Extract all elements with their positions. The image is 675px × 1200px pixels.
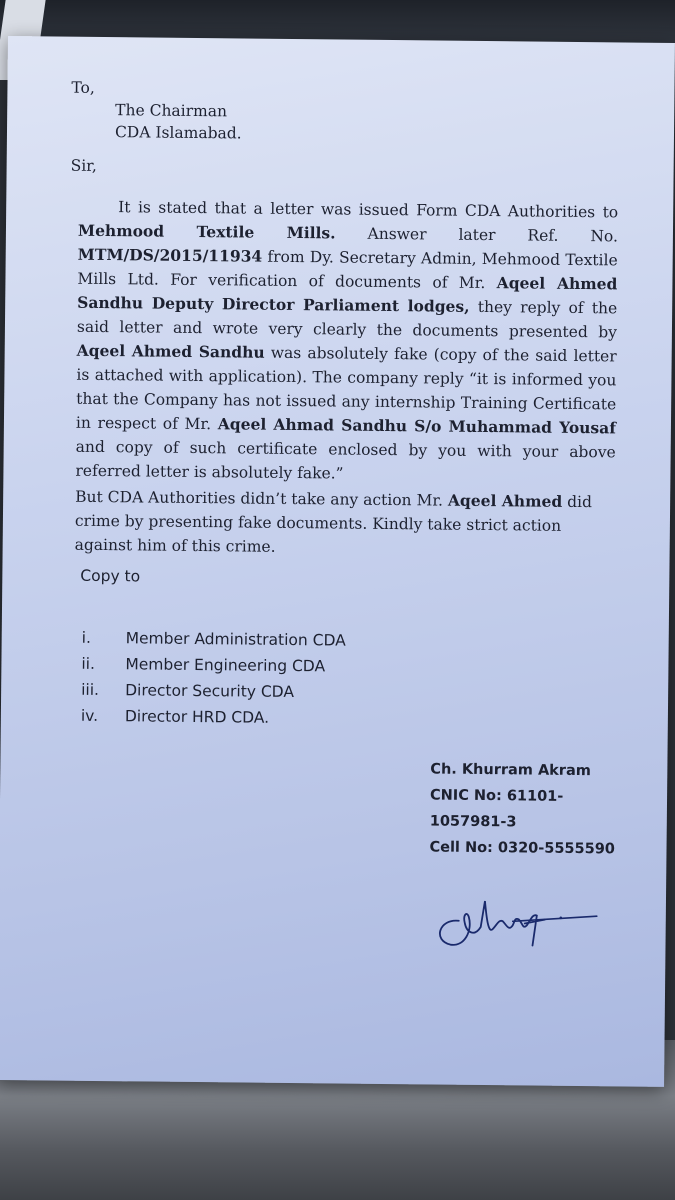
p2-person-name: Aqeel Ahmed — [447, 490, 563, 511]
list-item-text: Director HRD CDA. — [124, 707, 270, 727]
list-item-text: Member Administration CDA — [125, 629, 346, 650]
p1-company-name: Mehmood Textile Mills. — [77, 220, 336, 243]
p1-person-title: Aqeel Ahmed Sandhu Deputy Director Parliament lodges, — [77, 273, 618, 316]
sender-cnic-line2: 1057981-3 — [429, 813, 517, 831]
p1-person-fullname: Aqeel Ahmad Sandhu S/o Muhammad Yousaf — [217, 414, 617, 438]
p2-text-a: But CDA Authorities didn’t take any action Mr. — [75, 487, 444, 510]
list-item-number: iv. — [80, 706, 99, 725]
copy-to-heading: Copy to — [80, 566, 141, 586]
recipient-org: CDA Islamabad. — [114, 123, 242, 143]
sender-cnic-line1: CNIC No: 61101- — [429, 787, 564, 805]
salutation-to: To, — [71, 78, 95, 97]
list-item-number: iii. — [81, 680, 100, 699]
sender-cell: Cell No: 0320-5555590 — [429, 839, 616, 858]
signature-icon — [428, 870, 599, 962]
p1-person-name: Aqeel Ahmed Sandhu — [76, 340, 265, 362]
greeting: Sir, — [70, 156, 97, 175]
p2-text-c: did crime by presenting fake documents. Kindly take strict action against him of this crime. — [74, 492, 593, 556]
list-item — [81, 707, 501, 737]
p1-text-e: from Dy. Secretary Admin, Mehmood Textile Mills Ltd. For verification of documents of Mr. — [77, 247, 618, 293]
list-item-text: Director Security CDA — [125, 681, 295, 702]
list-item-number: ii. — [81, 654, 96, 673]
body-paragraph-2 — [75, 485, 616, 563]
list-item-number: i. — [81, 628, 92, 647]
copy-to-list — [81, 629, 502, 737]
recipient-title: The Chairman — [115, 101, 228, 121]
sender-block — [429, 756, 615, 862]
p1-text-i: was absolutely fake (copy of the said letter is attached with application). The company reply “it is informed you that the Company has not issued any internship Training Certificate in respect of Mr. — [75, 343, 617, 434]
body-paragraph-1 — [75, 195, 618, 489]
list-item-text: Member Engineering CDA — [125, 655, 326, 676]
p1-text-a: It is stated that a letter was issued Form CDA Authorities to — [118, 198, 619, 222]
p1-text-k: and copy of such certificate enclosed by you with your above referred letter is absolutely fake.” — [75, 437, 616, 483]
p1-reference-number: MTM/DS/2015/11934 — [77, 244, 263, 266]
p1-text-c: Answer later Ref. No. — [367, 224, 619, 246]
letter-page — [0, 36, 675, 1087]
p1-text-g: they reply of the said letter and wrote very clearly the documents presented by — [76, 297, 618, 342]
sender-name: Ch. Khurram Akram — [430, 761, 591, 780]
